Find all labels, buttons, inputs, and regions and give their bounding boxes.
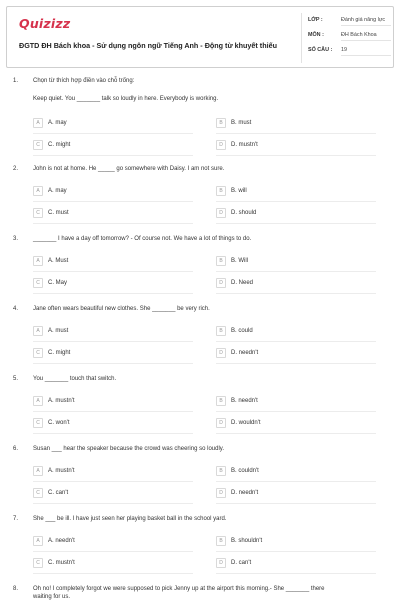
question-text-continued: waiting for us. <box>33 594 71 600</box>
option-letter-box: C <box>33 278 43 288</box>
option-text: A. mustn't <box>48 397 75 404</box>
option-letter-box: D <box>216 208 226 218</box>
option-letter-box: C <box>33 488 43 498</box>
option-divider <box>33 201 193 202</box>
option-text: C. might <box>48 141 71 148</box>
option-text: D. needn't <box>231 489 259 496</box>
option-text: B. couldn't <box>231 467 259 474</box>
option-letter-box: C <box>33 558 43 568</box>
meta-value: ĐH Bách Khoa <box>341 32 377 38</box>
question-text: You _______ touch that switch. <box>33 376 117 382</box>
option-letter-box: B <box>216 186 226 196</box>
option-letter-box: A <box>33 326 43 336</box>
option-letter-box: C <box>33 418 43 428</box>
option-letter-box: C <box>33 140 43 150</box>
option-divider <box>33 293 193 294</box>
question-number: 2. <box>13 166 19 172</box>
option-divider <box>216 201 376 202</box>
option-text: B. will <box>231 187 247 194</box>
option-letter-box: C <box>33 348 43 358</box>
option-text: C. May <box>48 279 68 286</box>
worksheet-title: ĐGTD ĐH Bách khoa - Sử dụng ngôn ngữ Tiếng Anh - Động từ khuyết thiếu <box>19 41 277 50</box>
option-divider <box>33 433 193 434</box>
option-letter-box: A <box>33 256 43 266</box>
question-number: 1. <box>13 78 19 84</box>
option-divider <box>33 223 193 224</box>
option-divider <box>33 551 193 552</box>
question-text: Jane often wears beautiful new clothes. She _______ be very rich. <box>33 306 210 312</box>
option-text: B. shouldn't <box>231 537 263 544</box>
option-letter-box: B <box>216 466 226 476</box>
option-letter-box: A <box>33 466 43 476</box>
option-letter-box: D <box>216 278 226 288</box>
meta-label: LỚP : <box>308 17 323 23</box>
option-letter-box: D <box>216 348 226 358</box>
question-text: She ___ be ill. I have just seen her playing basket ball in the school yard. <box>33 516 227 522</box>
question-text: Oh no! I completely forgot we were supposed to pick Jenny up at the airport this morning.- She _______ there <box>33 586 325 592</box>
option-divider <box>33 411 193 412</box>
option-text: A. may <box>48 119 67 126</box>
option-letter-box: B <box>216 536 226 546</box>
option-letter-box: A <box>33 396 43 406</box>
option-divider <box>216 411 376 412</box>
question-intro: Chọn từ thích hợp điền vào chỗ trống: <box>33 78 135 84</box>
option-letter-box: D <box>216 140 226 150</box>
option-letter-box: A <box>33 536 43 546</box>
option-letter-box: B <box>216 326 226 336</box>
question-number: 4. <box>13 306 19 312</box>
meta-underline <box>341 55 391 56</box>
option-text: D. should <box>231 209 257 216</box>
meta-underline <box>341 25 391 26</box>
option-text: D. can't <box>231 559 252 566</box>
option-divider <box>216 223 376 224</box>
option-divider <box>33 155 193 156</box>
option-divider <box>33 481 193 482</box>
question-text: John is not at home. He _____ go somewhere with Daisy. I am not sure. <box>33 166 225 172</box>
worksheet-header <box>6 6 394 68</box>
meta-label: MÔN : <box>308 32 324 38</box>
header-divider <box>301 13 302 63</box>
quizizz-logo: Quizizz <box>19 16 71 31</box>
option-divider <box>216 481 376 482</box>
option-divider <box>33 341 193 342</box>
option-text: C. won't <box>48 419 70 426</box>
option-text: C. can't <box>48 489 69 496</box>
option-letter-box: A <box>33 186 43 196</box>
question-number: 7. <box>13 516 19 522</box>
meta-value: Đánh giá năng lực <box>341 17 386 23</box>
option-divider <box>216 363 376 364</box>
meta-label: SỐ CÂU : <box>308 47 333 53</box>
option-letter-box: B <box>216 118 226 128</box>
option-text: A. Must <box>48 257 69 264</box>
option-divider <box>33 363 193 364</box>
question-number: 6. <box>13 446 19 452</box>
option-text: A. needn't <box>48 537 75 544</box>
option-text: A. must <box>48 327 69 334</box>
option-divider <box>33 133 193 134</box>
option-divider <box>216 551 376 552</box>
option-divider <box>33 573 193 574</box>
option-text: D. wouldn't <box>231 419 261 426</box>
option-text: D. needn't <box>231 349 259 356</box>
option-text: A. may <box>48 187 67 194</box>
option-divider <box>216 293 376 294</box>
question-text: Keep quiet. You _______ talk so loudly in here. Everybody is working. <box>33 96 219 102</box>
option-text: B. could <box>231 327 253 334</box>
option-text: B. needn't <box>231 397 258 404</box>
option-text: C. mustn't <box>48 559 75 566</box>
option-text: B. Will <box>231 257 248 264</box>
option-divider <box>216 433 376 434</box>
option-divider <box>216 271 376 272</box>
option-letter-box: A <box>33 118 43 128</box>
meta-value: 19 <box>341 47 347 53</box>
option-divider <box>216 155 376 156</box>
question-text: Susan ___ hear the speaker because the crowd was cheering so loudly. <box>33 446 225 452</box>
option-letter-box: D <box>216 558 226 568</box>
option-text: A. mustn't <box>48 467 75 474</box>
option-text: D. Need <box>231 279 254 286</box>
option-divider <box>33 271 193 272</box>
option-letter-box: B <box>216 396 226 406</box>
option-text: C. must <box>48 209 69 216</box>
meta-underline <box>341 40 391 41</box>
option-divider <box>216 573 376 574</box>
question-text: _______ I have a day off tomorrow? - Of course not. We have a lot of things to do. <box>33 236 252 242</box>
option-text: D. mustn't <box>231 141 258 148</box>
question-number: 5. <box>13 376 19 382</box>
option-text: C. might <box>48 349 71 356</box>
option-divider <box>216 503 376 504</box>
option-letter-box: D <box>216 418 226 428</box>
question-number: 3. <box>13 236 19 242</box>
option-text: B. must <box>231 119 252 126</box>
option-divider <box>216 341 376 342</box>
option-divider <box>216 133 376 134</box>
option-letter-box: B <box>216 256 226 266</box>
question-number: 8. <box>13 586 19 592</box>
option-divider <box>33 503 193 504</box>
option-letter-box: C <box>33 208 43 218</box>
option-letter-box: D <box>216 488 226 498</box>
